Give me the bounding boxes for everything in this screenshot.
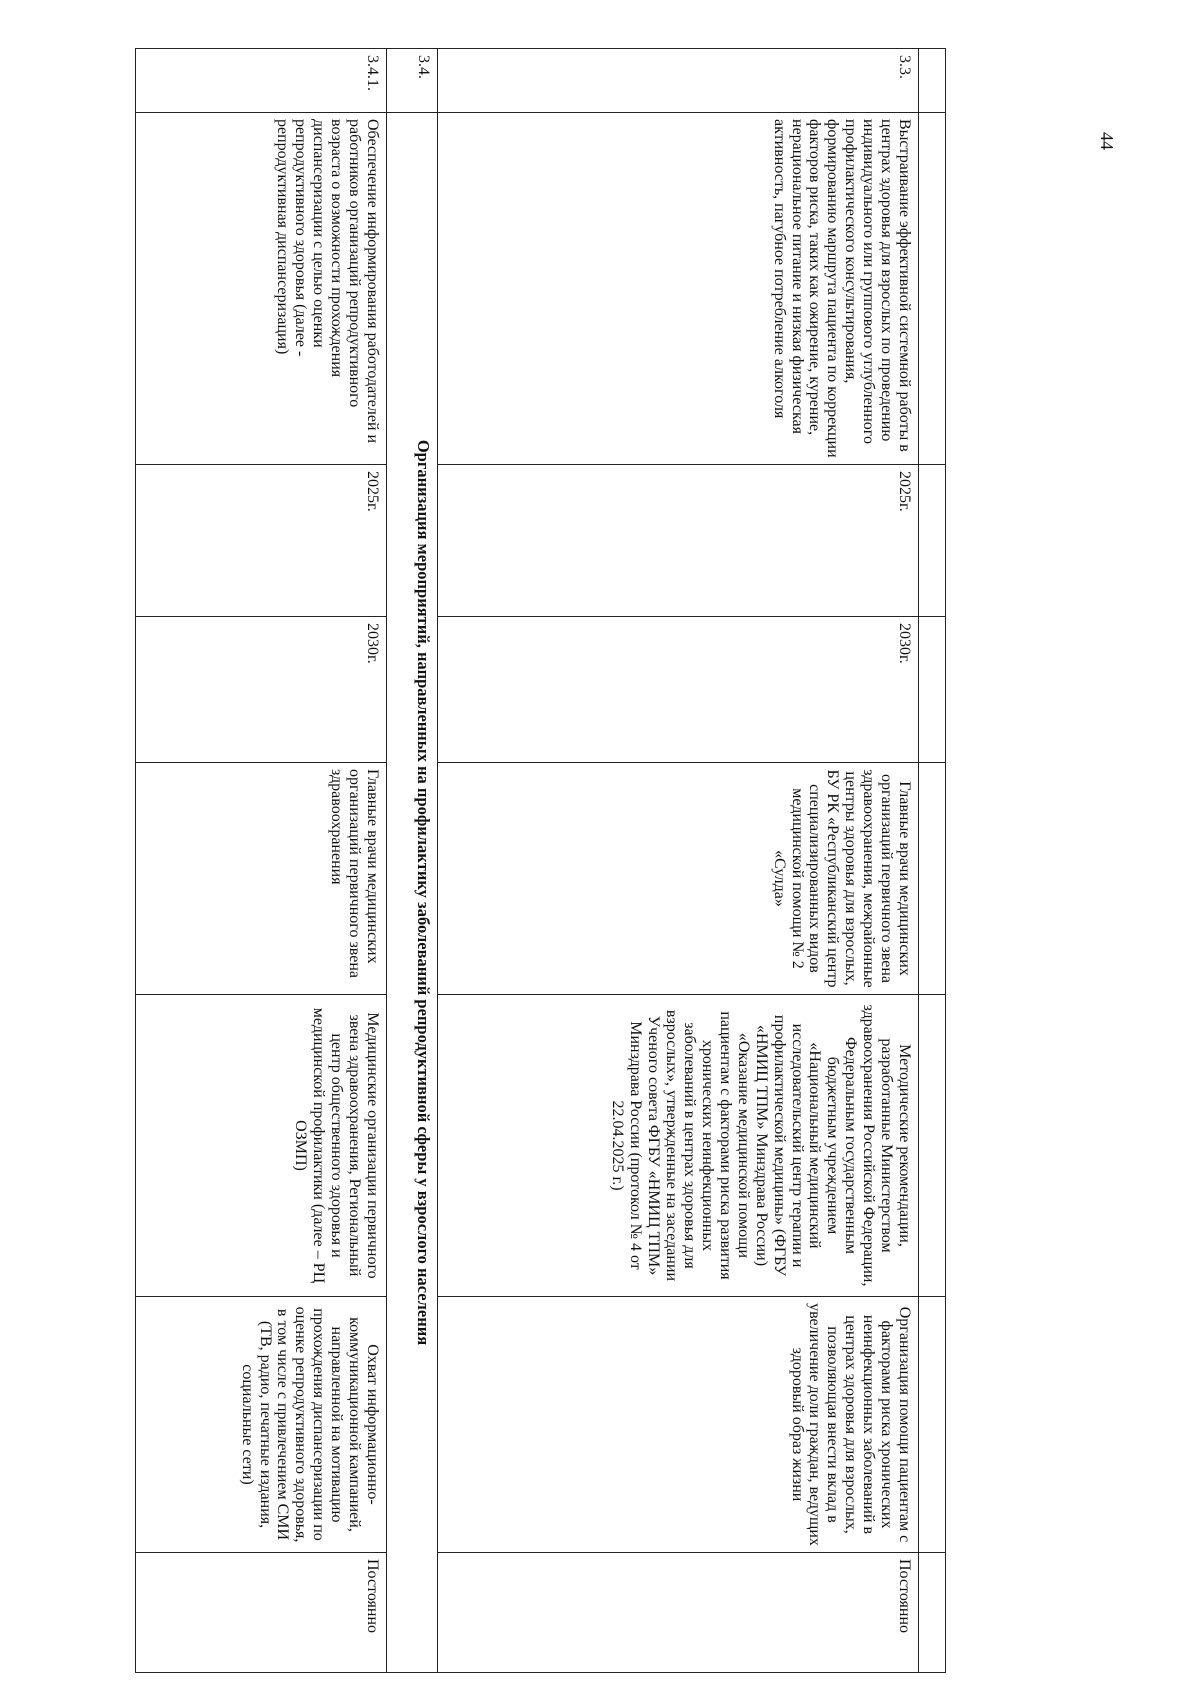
start-year: 2025г.: [136, 465, 387, 617]
responsible: Главные врачи медицинских организаций первичного звена здравоохранения: [136, 763, 387, 995]
table-row: [438, 49, 919, 1673]
section-row: [387, 49, 438, 1673]
section-title: Организация мероприятий, направленных на профилактику заболеваний репродуктивной сферы у взрослого населения: [387, 113, 438, 1673]
rotated-page: [126, 48, 946, 1672]
section-number: 3.4.: [387, 49, 438, 113]
table-row: [136, 49, 387, 1673]
end-year: 2030г.: [438, 617, 919, 763]
activity-name: Выстраивание эффективной системной работы в центрах здоровья для взрослых по проведению индивидуального или группового углубленного профилактического консультирования, формированию маршрута пациента по коррекции факторов риска, таких как ожирение, курение, нерациональное питание и низкая физическая активность, пагубное потребление алкоголя: [438, 113, 919, 465]
expected-result: Охват информационно-коммуникационной кампанией, направленной на мотивацию прохождения диспансеризации по оценке репродуктивного здоровья, в том числе с привлечением СМИ (ТВ, радио, печатные издания, социальные сети): [136, 1297, 387, 1553]
table-header-strip: [919, 49, 946, 1673]
action-plan-table: [135, 48, 946, 1673]
basis: Методические рекомендации, разработанные Министерством здравоохранения Российской Федерации, Федеральным государственным бюджетным учреждением «Национальный медицинский исследовательский центр терапии и профилактической медицины» (ФГБУ «НМИЦ ТПМ» Минздрава России) «Оказание медицинской помощи пациентам с факторами риска развития хронических неинфекционных заболеваний в центрах здоровья для взрослых», утвержденные на заседании Ученого совета ФГБУ «НМИЦ ТПМ» Минздрава России (протокол № 4 от 22.04.2025 г.): [438, 995, 919, 1297]
page-number: 44: [1097, 132, 1117, 150]
activity-name: Обеспечение информирования работодателей и работников организаций репродуктивного возраста о возможности прохождения диспансеризации с целью оценки репродуктивного здоровья (далее - репродуктивная диспансеризация): [136, 113, 387, 465]
term: Постоянно: [136, 1553, 387, 1673]
basis: Медицинские организации первичного звена здравоохранения, Региональный центр общественного здоровья и медицинской профилактики (далее – РЦ ОЗМП): [136, 995, 387, 1297]
term: Постоянно: [438, 1553, 919, 1673]
end-year: 2030г.: [136, 617, 387, 763]
row-number: 3.3.: [438, 49, 919, 113]
expected-result: Организация помощи пациентам с факторами риска хронических неинфекционных заболеваний в центрах здоровья для взрослых, позволяющая внести вклад в увеличение доли граждан, ведущих здоровый образ жизни: [438, 1297, 919, 1553]
row-number: 3.4.1.: [136, 49, 387, 113]
responsible: Главные врачи медицинских организаций первичного звена здравоохранения, межрайонные центры здоровья для взрослых, БУ РК «Республиканский центр специализированных видов медицинской помощи № 2 «Сулда»: [438, 763, 919, 995]
start-year: 2025г.: [438, 465, 919, 617]
